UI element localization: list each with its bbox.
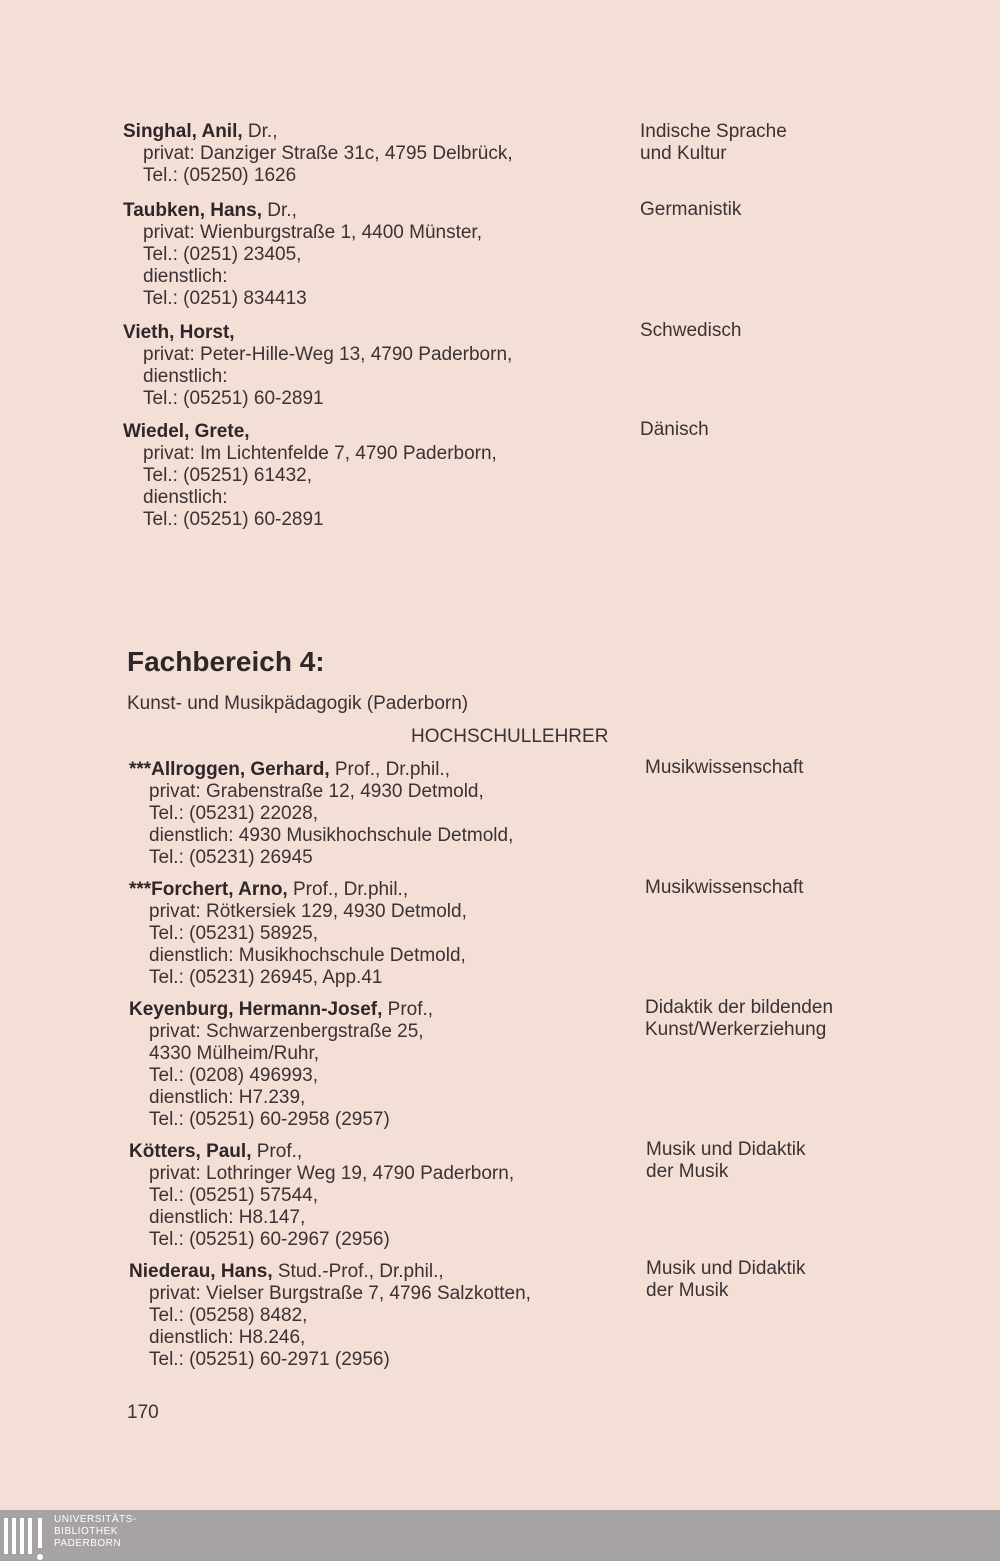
entry-line: Tel.: (05231) 26945 (149, 847, 313, 868)
entry-name: Taubken, Hans, (123, 200, 263, 221)
subject-koetters: Musik und Didaktik der Musik (646, 1139, 806, 1182)
entry-line: privat: Wienburgstraße 1, 4400 Münster, (143, 222, 482, 243)
entry-line: privat: Danziger Straße 31c, 4795 Delbrück, (143, 143, 513, 164)
entry-line: privat: Lothringer Weg 19, 4790 Paderborn, (149, 1163, 515, 1184)
entry-line: Tel.: (0251) 23405, (143, 244, 302, 265)
entry-line: Tel.: (05231) 26945, App.41 (149, 967, 383, 988)
library-logo-icon (2, 1514, 44, 1560)
section-label: HOCHSCHULLEHRER (411, 726, 609, 747)
entry-line: Tel.: (05251) 60-2971 (2956) (149, 1349, 390, 1370)
entry-keyenburg (129, 999, 433, 1131)
subject-singhal: Indische Sprache und Kultur (640, 121, 787, 164)
entry-line: 4330 Mülheim/Ruhr, (149, 1043, 320, 1064)
library-logo-text: UNIVERSITÄTS- BIBLIOTHEK PADERBORN (54, 1514, 137, 1549)
subject-keyenburg: Didaktik der bildenden Kunst/Werkerziehung (645, 997, 834, 1040)
entry-name: Niederau, Hans, (129, 1261, 273, 1282)
entry-name: Vieth, Horst, (123, 322, 235, 343)
subject-vieth: Schwedisch (640, 320, 742, 341)
entry-line: privat: Vielser Burgstraße 7, 4796 Salzkotten, (149, 1283, 531, 1304)
entry-line: Tel.: (0251) 834413 (143, 288, 307, 309)
section-heading: Fachbereich 4: (127, 646, 325, 677)
entry-line: Tel.: (05258) 8482, (149, 1305, 308, 1326)
entry-line: Tel.: (05231) 58925, (149, 923, 319, 944)
entry-taubken (123, 200, 482, 310)
entry-line: Tel.: (05251) 60-2891 (143, 509, 324, 530)
entry-line: Tel.: (05251) 57544, (149, 1185, 319, 1206)
entry-title: Dr., (242, 121, 278, 142)
page-number: 170 (127, 1402, 159, 1423)
entry-title: Prof., Dr.phil., (329, 759, 450, 780)
entry-title: Prof., (382, 999, 434, 1020)
entry-name: ***Allroggen, Gerhard, (129, 759, 330, 780)
entry-line: privat: Im Lichtenfelde 7, 4790 Paderborn, (143, 443, 497, 464)
subject-wiedel: Dänisch (640, 419, 709, 440)
entry-line: Tel.: (05251) 60-2891 (143, 388, 324, 409)
entry-line: dienstlich: H8.246, (149, 1327, 306, 1348)
entry-line: dienstlich: 4930 Musikhochschule Detmold, (149, 825, 514, 846)
library-footer (0, 1510, 1000, 1561)
entry-forchert (129, 879, 467, 989)
entry-line: privat: Peter-Hille-Weg 13, 4790 Paderborn, (143, 344, 513, 365)
subject-allroggen: Musikwissenschaft (645, 757, 804, 778)
entry-line: Tel.: (05251) 60-2958 (2957) (149, 1109, 390, 1130)
entry-name: ***Forchert, Arno, (129, 879, 288, 900)
entry-line: dienstlich: H8.147, (149, 1207, 306, 1228)
entry-line: privat: Rötkersiek 129, 4930 Detmold, (149, 901, 467, 922)
subject-taubken: Germanistik (640, 199, 742, 220)
entry-line: Tel.: (05231) 22028, (149, 803, 319, 824)
entry-line: Tel.: (05250) 1626 (143, 165, 297, 186)
entry-name: Keyenburg, Hermann-Josef, (129, 999, 383, 1020)
entry-name: Kötters, Paul, (129, 1141, 252, 1162)
entry-line: privat: Schwarzenbergstraße 25, (149, 1021, 424, 1042)
entry-niederau (129, 1261, 531, 1371)
entry-allroggen (129, 759, 513, 869)
entry-line: Tel.: (0208) 496993, (149, 1065, 319, 1086)
entry-koetters (129, 1141, 514, 1251)
entry-line: dienstlich: (143, 366, 228, 387)
subject-forchert: Musikwissenschaft (645, 877, 804, 898)
entry-line: Tel.: (05251) 60-2967 (2956) (149, 1229, 390, 1250)
entry-vieth (123, 322, 512, 410)
entry-title: Dr., (262, 200, 297, 221)
entry-line: dienstlich: (143, 266, 228, 287)
entry-title: Prof., (251, 1141, 303, 1162)
section-subheading: Kunst- und Musikpädagogik (Paderborn) (127, 693, 469, 714)
entry-line: dienstlich: Musikhochschule Detmold, (149, 945, 466, 966)
entry-title: Prof., Dr.phil., (287, 879, 409, 900)
subject-niederau: Musik und Didaktik der Musik (646, 1258, 806, 1301)
entry-line: dienstlich: H7.239, (149, 1087, 306, 1108)
entry-line: privat: Grabenstraße 12, 4930 Detmold, (149, 781, 484, 802)
entry-wiedel (123, 421, 497, 531)
entry-name: Wiedel, Grete, (123, 421, 250, 442)
entry-name: Singhal, Anil, (123, 121, 243, 142)
entry-line: dienstlich: (143, 487, 228, 508)
entry-line: Tel.: (05251) 61432, (143, 465, 313, 486)
entry-singhal (123, 121, 513, 187)
entry-title: Stud.-Prof., Dr.phil., (272, 1261, 444, 1282)
